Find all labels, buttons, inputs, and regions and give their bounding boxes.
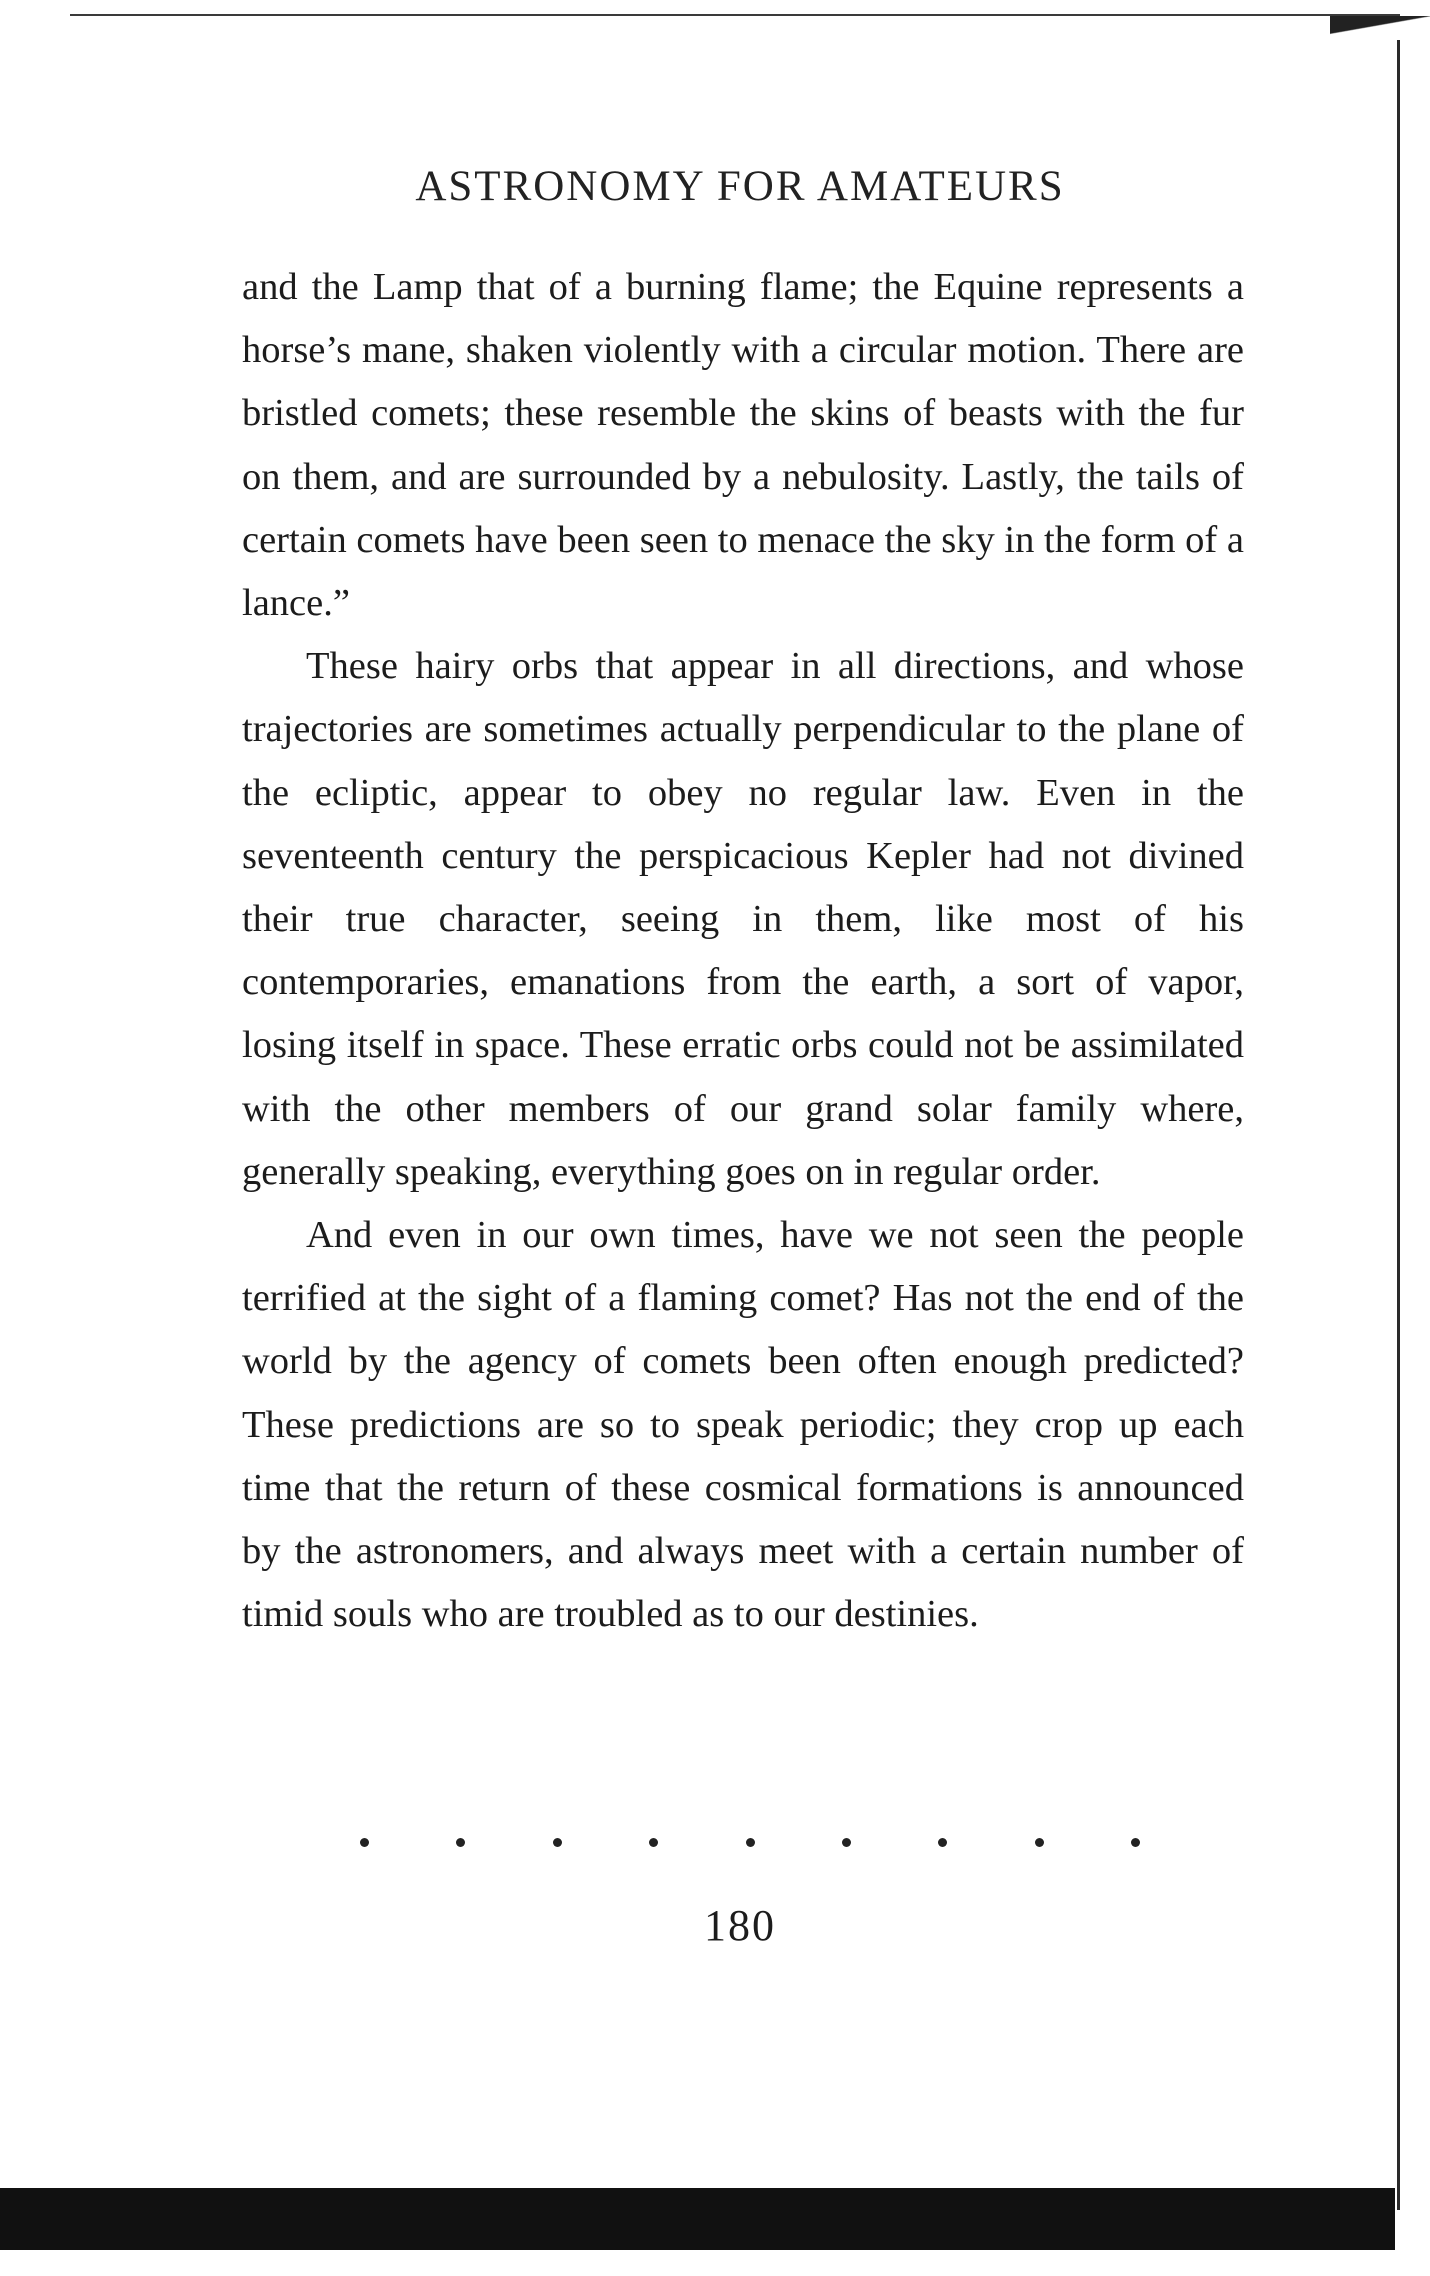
ellipsis-dot [746,1838,755,1847]
running-head: ASTRONOMY FOR AMATEURS [415,163,1065,210]
ellipsis-dot [842,1838,851,1847]
paragraph-continuation: and the Lamp that of a burning flame; the Equine represents a horse’s mane, shaken violently with a circular motion. There are bristled comets; these resemble the skins of beasts with the fur on them, and are surrounded by a nebulosity. Lastly, the tails of certain comets have been seen to menace the sky in the form of a lance.” [242,266,1244,625]
body-text [242,256,1244,1646]
paragraph-our-own-times: And even in our own times, have we not seen the people terrified at the sight of a flaming comet? Has not the end of the world by the agency of comets been often enough predicted? These predictions are so to speak periodic; they crop up each time that the return of these cosmical formations is announced by the astronomers, and always meet with a certain number of timid souls who are troubled as to our destinies. [242,1214,1244,1636]
ellipsis-dot [360,1838,369,1847]
top-right-corner-shadow [1330,16,1430,56]
paragraph-hairy-orbs: These hairy orbs that appear in all directions, and whose trajectories are sometimes actually perpendicular to the plane of the ecliptic, appear to obey no regular law. Even in the seventeenth century the perspicacious Kepler had not divined their true character, seeing in them, like most of his contemporaries, emanations from the earth, a sort of vapor, losing itself in space. These erratic orbs could not be assimilated with the other members of our grand solar family where, generally speaking, everything goes on in regular order. [242,645,1244,1193]
ellipsis-dot [1131,1838,1140,1847]
page-number: 180 [704,1901,776,1950]
ellipsis-dot [553,1838,562,1847]
ellipsis-dot [1035,1838,1044,1847]
ellipsis-dot [649,1838,658,1847]
section-break-dots [360,1838,1140,1847]
ellipsis-dot [938,1838,947,1847]
top-page-edge-rule [70,14,1400,16]
right-page-edge [1397,40,1400,2210]
ellipsis-dot [456,1838,465,1847]
bottom-scan-band [0,2188,1395,2250]
